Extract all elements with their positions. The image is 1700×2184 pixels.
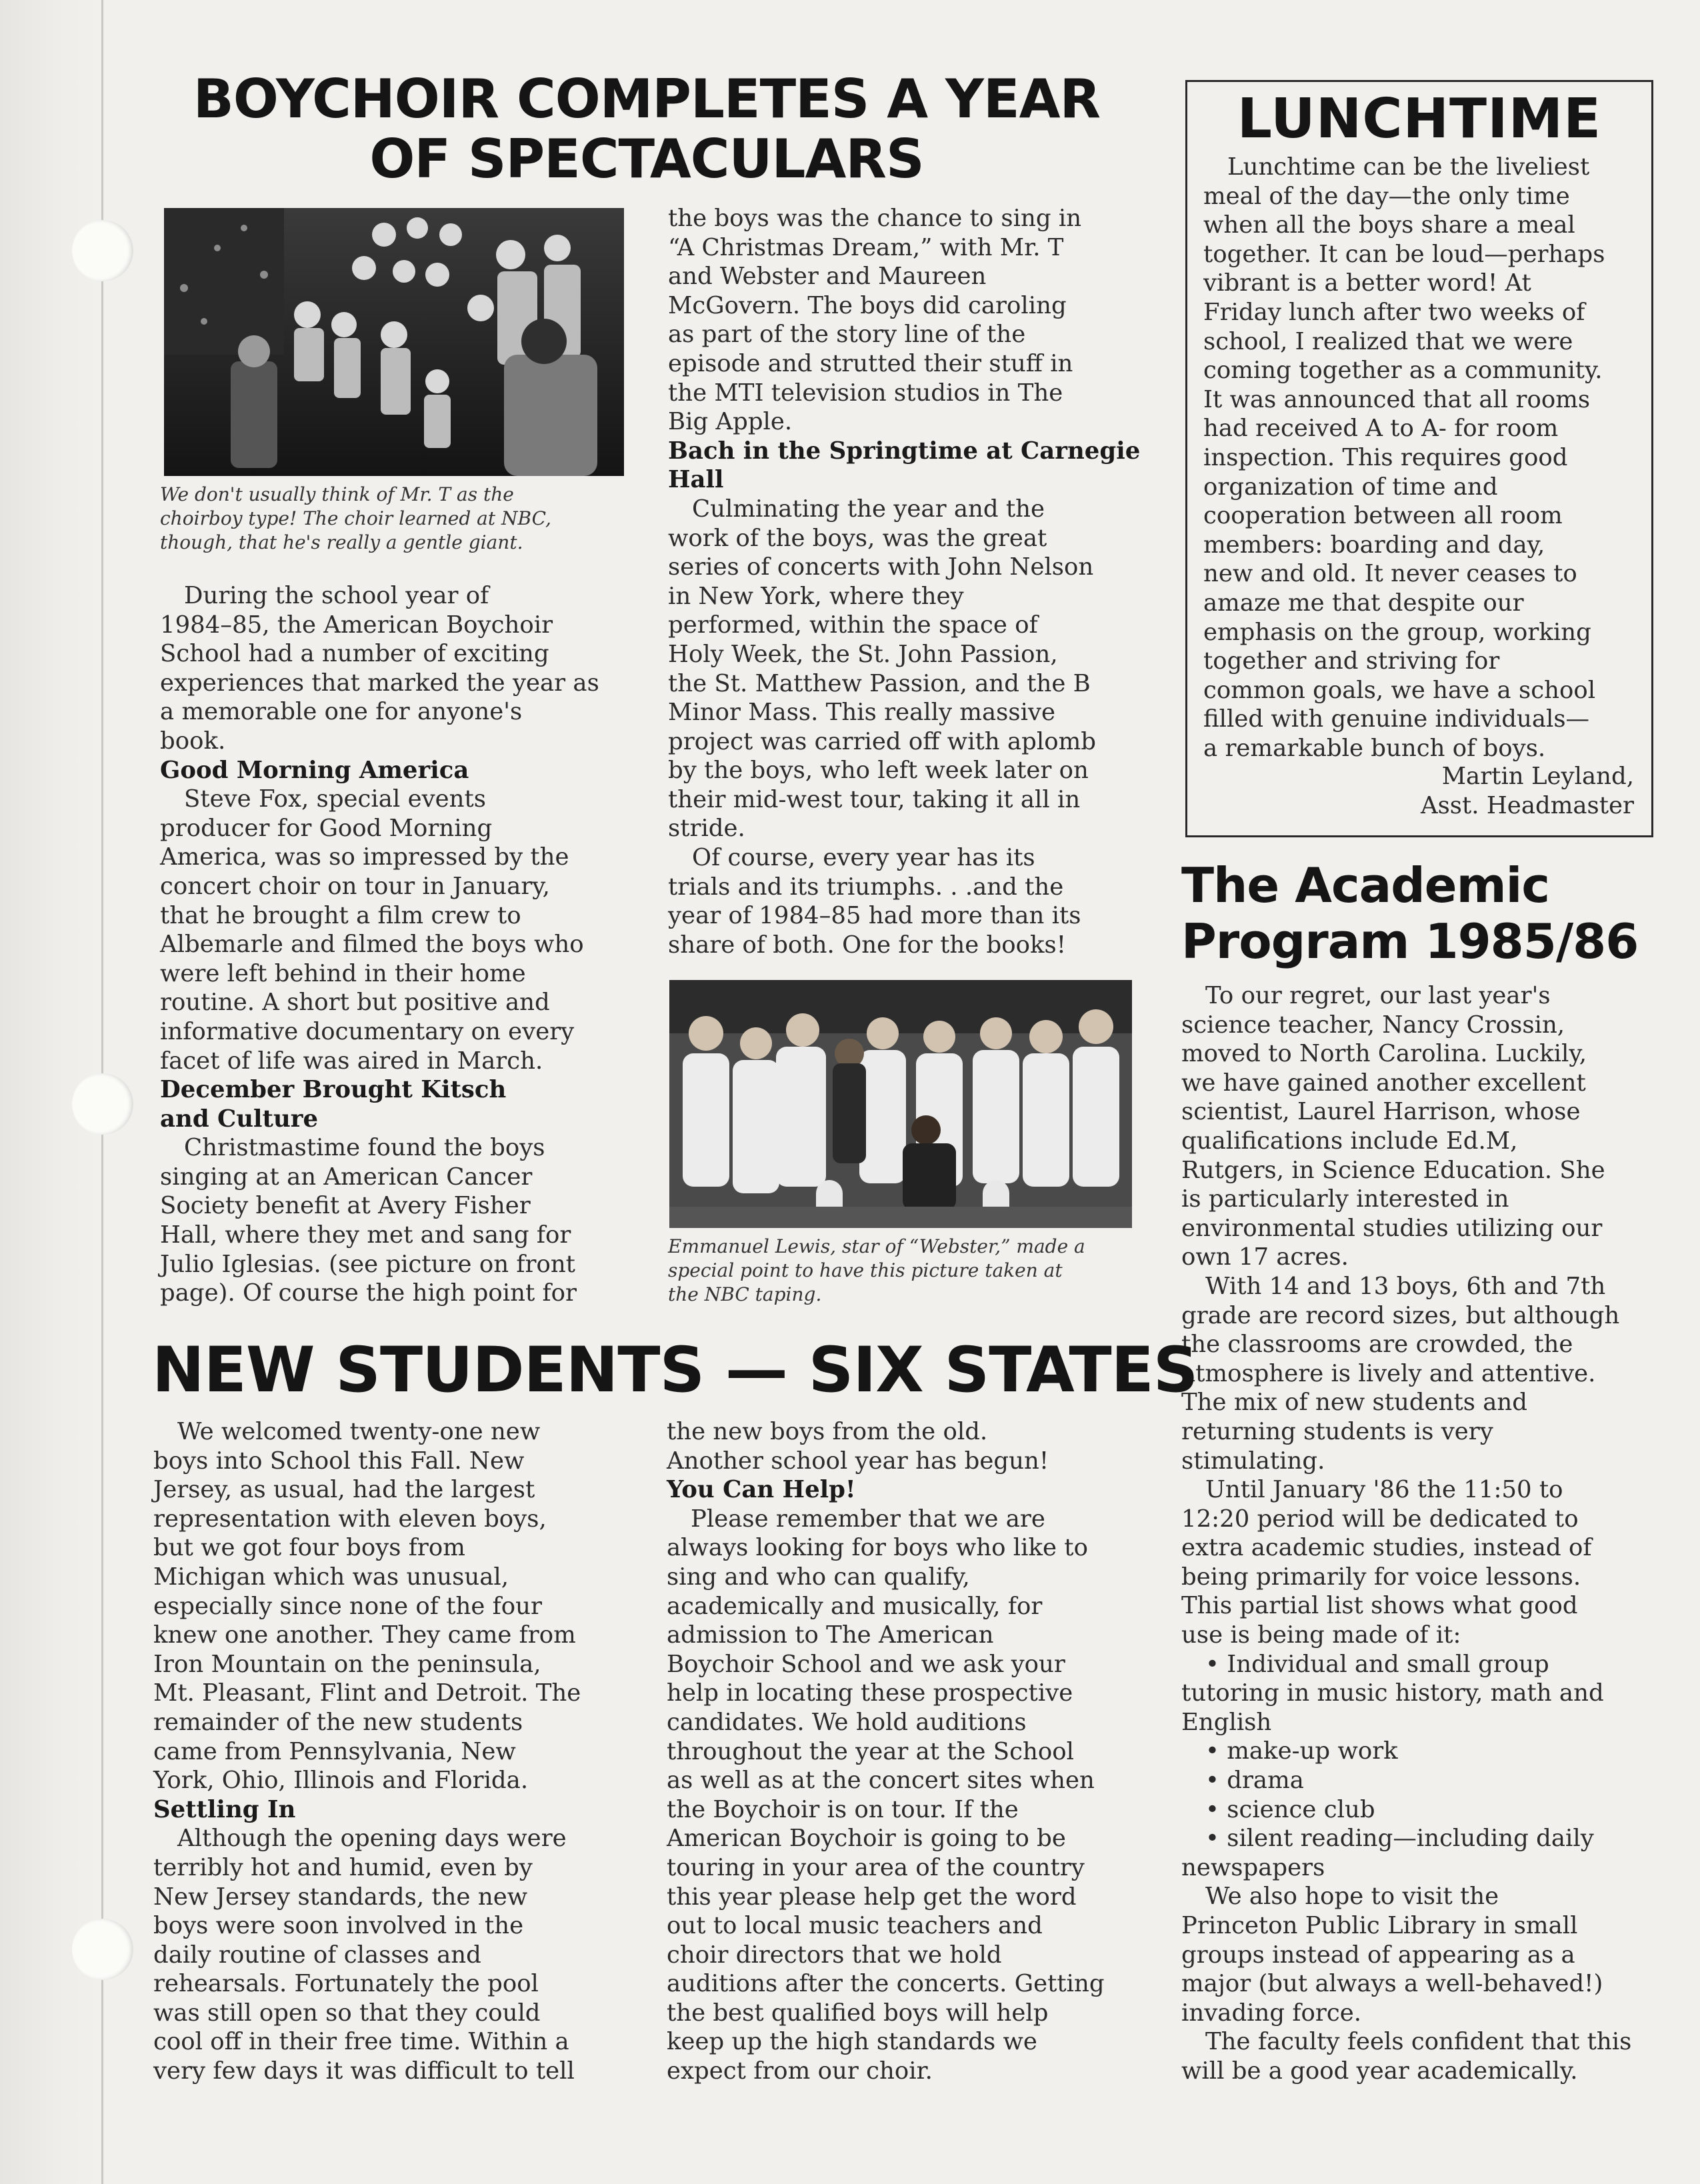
text-line: admission to The American <box>667 1621 994 1649</box>
text-line: the classrooms are crowded, the <box>1181 1331 1573 1359</box>
article-headline-line2: OF SPECTACULARS <box>369 128 924 190</box>
text-line: The faculty feels confident that this <box>1205 2028 1632 2056</box>
text-line: episode and strutted their stuff in <box>668 349 1073 377</box>
text-line: their mid-west tour, taking it all in <box>668 785 1081 813</box>
text-line: York, Ohio, Illinois and Florida. <box>153 1767 529 1795</box>
text-line: It was announced that all rooms <box>1203 385 1591 413</box>
subheading-line: Bach in the Springtime at Carnegie <box>668 437 1141 465</box>
caption-line: choirboy type! The choir learned at NBC, <box>160 507 551 529</box>
text-line: organization of time and <box>1203 473 1498 501</box>
text-line: Jersey, as usual, had the largest <box>153 1476 535 1504</box>
lunchtime-body <box>1203 153 1605 763</box>
text-line: • silent reading—including daily <box>1205 1825 1594 1853</box>
text-line: Holy Week, the St. John Passion, <box>668 640 1058 668</box>
text-line: Albemarle and filmed the boys who <box>160 931 584 959</box>
text-line: keep up the high standards we <box>667 2028 1037 2056</box>
text-line: experiences that marked the year as <box>160 669 599 697</box>
photo2-caption <box>668 1235 1085 1307</box>
text-line: throughout the year at the School <box>667 1737 1074 1765</box>
text-line: very few days it was difficult to tell <box>153 2057 575 2085</box>
text-line: were left behind in their home <box>160 959 526 987</box>
text-line: routine. A short but positive and <box>160 989 550 1017</box>
text-line: being primarily for voice lessons. <box>1181 1563 1581 1591</box>
text-line: the Boychoir is on tour. If the <box>667 1795 1019 1823</box>
text-line: but we got four boys from <box>153 1534 465 1562</box>
new-students-column-2 <box>667 1417 1105 2086</box>
text-line: as well as at the concert sites when <box>667 1767 1095 1795</box>
text-line: academically and musically, for <box>667 1592 1043 1620</box>
text-line: To our regret, our last year's <box>1205 982 1551 1009</box>
caption-line: special point to have this picture taken at <box>668 1259 1063 1281</box>
text-line: moved to North Carolina. Luckily, <box>1181 1040 1587 1068</box>
text-line: Julio Iglesias. (see picture on front <box>160 1250 575 1278</box>
text-line: groups instead of appearing as a <box>1181 1941 1575 1969</box>
text-line: boys into School this Fall. New <box>153 1447 525 1475</box>
text-line: emphasis on the group, working <box>1203 618 1591 646</box>
text-line: Mt. Pleasant, Flint and Detroit. The <box>153 1679 581 1707</box>
text-line: cool off in their free time. Within a <box>153 2028 569 2056</box>
text-line: this year please help get the word <box>667 1883 1077 1911</box>
text-line: major (but always a well-behaved!) <box>1181 1970 1603 1998</box>
photo-webster-choir <box>669 980 1132 1228</box>
text-line: when all the boys share a meal <box>1203 211 1575 239</box>
lunchtime-sidebar-box <box>1185 80 1653 837</box>
text-line: stimulating. <box>1181 1447 1325 1475</box>
caption-line: We don't usually think of Mr. T as the <box>160 483 514 505</box>
text-line: We welcomed twenty-one new <box>177 1418 541 1445</box>
text-line: series of concerts with John Nelson <box>668 553 1094 581</box>
article-headline-line1: BOYCHOIR COMPLETES A YEAR <box>193 68 1101 130</box>
text-line: remainder of the new students <box>153 1708 523 1736</box>
text-line: stride. <box>668 815 745 843</box>
punch-hole-top <box>72 220 133 281</box>
text-line: by the boys, who left week later on <box>668 757 1089 785</box>
text-line: members: boarding and day, <box>1203 531 1545 559</box>
text-line: sing and who can qualify, <box>667 1563 970 1591</box>
text-line: the MTI television studios in The <box>668 379 1063 407</box>
text-line: concert choir on tour in January, <box>160 872 550 900</box>
text-line: as part of the story line of the <box>668 321 1026 349</box>
text-line: newspapers <box>1181 1853 1325 1881</box>
lunchtime-title: LUNCHTIME <box>1237 87 1602 151</box>
text-line: producer for Good Morning <box>160 814 493 842</box>
text-line: help in locating these prospective <box>667 1679 1073 1707</box>
text-line: informative documentary on every <box>160 1017 575 1045</box>
subheading-line: December Brought Kitsch <box>160 1076 507 1104</box>
text-line: touring in your area of the country <box>667 1853 1085 1881</box>
subheading-line: You Can Help! <box>667 1476 856 1504</box>
text-line: filled with genuine individuals— <box>1203 705 1590 733</box>
photo1-caption <box>160 483 551 555</box>
text-line: always looking for boys who like to <box>667 1534 1088 1562</box>
text-line: the best qualified boys will help <box>667 1999 1049 2027</box>
text-line: we have gained another excellent <box>1181 1069 1586 1097</box>
text-line: New Jersey standards, the new <box>153 1883 528 1911</box>
text-line: especially since none of the four <box>153 1592 542 1620</box>
text-line: inspection. This requires good <box>1203 443 1568 471</box>
text-line: Michigan which was unusual, <box>153 1563 509 1591</box>
text-line: boys were soon involved in the <box>153 1912 524 1940</box>
text-line: project was carried off with aplomb <box>668 727 1096 755</box>
text-line: American Boychoir is going to be <box>667 1825 1066 1853</box>
text-line: Hall, where they met and sang for <box>160 1221 571 1249</box>
text-line: work of the boys, was the great <box>668 524 1047 552</box>
text-line: Of course, every year has its <box>692 844 1035 872</box>
text-line: Until January '86 the 11:50 to <box>1205 1476 1563 1504</box>
text-line: together. It can be loud—perhaps <box>1203 240 1605 268</box>
text-line: together and striving for <box>1203 647 1500 675</box>
text-line: Iron Mountain on the peninsula, <box>153 1650 541 1678</box>
text-line: “A Christmas Dream,” with Mr. T <box>668 233 1064 261</box>
text-line: Steve Fox, special events <box>184 785 487 813</box>
text-line: Rutgers, in Science Education. She <box>1181 1156 1605 1184</box>
new-students-column-1 <box>153 1417 581 2086</box>
text-line: Lunchtime can be the liveliest <box>1227 153 1590 181</box>
text-line: Minor Mass. This really massive <box>668 699 1055 727</box>
text-line: • science club <box>1205 1795 1375 1823</box>
text-line: This partial list shows what good <box>1181 1592 1578 1620</box>
text-line: environmental studies utilizing our <box>1181 1214 1603 1242</box>
signature-name: Martin Leyland, <box>1441 763 1634 790</box>
article-column-1 <box>160 581 599 1308</box>
subheading-line: Hall <box>668 466 724 494</box>
text-line: that he brought a film crew to <box>160 901 521 929</box>
text-line: Friday lunch after two weeks of <box>1203 298 1585 326</box>
text-line: a remarkable bunch of boys. <box>1203 734 1546 762</box>
text-line: English <box>1181 1708 1272 1736</box>
text-line: atmosphere is lively and attentive. <box>1181 1359 1596 1387</box>
text-line: candidates. We hold auditions <box>667 1708 1027 1736</box>
text-line: is particularly interested in <box>1181 1185 1509 1213</box>
text-line: book. <box>160 727 226 755</box>
text-line: out to local music teachers and <box>667 1912 1043 1940</box>
subheading-line: Settling In <box>153 1795 296 1823</box>
signature-title: Asst. Headmaster <box>1420 791 1634 819</box>
text-line: America, was so impressed by the <box>160 843 569 871</box>
text-line: Society benefit at Avery Fisher <box>160 1192 531 1220</box>
text-line: invading force. <box>1181 1999 1362 2027</box>
text-line: performed, within the space of <box>668 611 1038 639</box>
text-line: Big Apple. <box>668 408 793 436</box>
academic-body <box>1181 981 1631 2086</box>
text-line: science teacher, Nancy Crossin, <box>1181 1011 1565 1039</box>
text-line: rehearsals. Fortunately the pool <box>153 1970 539 1998</box>
text-line: Christmastime found the boys <box>184 1134 545 1162</box>
text-line: trials and its triumphs. . .and the <box>668 873 1064 901</box>
text-line: a memorable one for anyone's <box>160 698 523 726</box>
punch-hole-middle <box>72 1073 133 1135</box>
text-line: extra academic studies, instead of <box>1181 1534 1592 1562</box>
text-line: terribly hot and humid, even by <box>153 1853 533 1881</box>
text-line: • make-up work <box>1205 1737 1398 1765</box>
text-line: Please remember that we are <box>691 1505 1045 1533</box>
caption-line: though, that he's really a gentle giant. <box>160 531 523 553</box>
lunchtime-signature <box>1421 762 1651 820</box>
text-line: representation with eleven boys, <box>153 1505 547 1533</box>
text-line: vibrant is a better word! At <box>1203 269 1531 297</box>
academic-headline-line2: Program 1985/86 <box>1181 913 1639 969</box>
text-line: coming together as a community. <box>1203 357 1603 385</box>
text-line: the new boys from the old. <box>667 1418 988 1445</box>
text-line: common goals, we have a school <box>1203 676 1596 704</box>
text-line: had received A to A- for room <box>1203 415 1559 443</box>
punch-hole-bottom <box>72 1919 133 1980</box>
text-line: Another school year has begun! <box>667 1447 1049 1475</box>
text-line: School had a number of exciting <box>160 640 549 668</box>
text-line: McGovern. The boys did caroling <box>668 291 1067 319</box>
text-line: the St. Matthew Passion, and the B <box>668 669 1091 697</box>
text-line: choir directors that we hold <box>667 1941 1002 1969</box>
text-line: Boychoir School and we ask your <box>667 1650 1065 1678</box>
text-line: singing at an American Cancer <box>160 1163 533 1191</box>
text-line: will be a good year academically. <box>1181 2057 1578 2085</box>
text-line: page). Of course the high point for <box>160 1279 577 1307</box>
text-line: daily routine of classes and <box>153 1941 481 1969</box>
subheading-line: Good Morning America <box>160 756 469 784</box>
subheading-line: and Culture <box>160 1105 319 1133</box>
text-line: own 17 acres. <box>1181 1243 1349 1271</box>
text-line: came from Pennsylvania, New <box>153 1737 516 1765</box>
text-line: the boys was the chance to sing in <box>668 205 1082 232</box>
article-column-2 <box>668 204 1140 959</box>
caption-line: the NBC taping. <box>668 1283 822 1305</box>
text-line: returning students is very <box>1181 1417 1493 1445</box>
text-line: Although the opening days were <box>177 1825 567 1853</box>
text-line: With 14 and 13 boys, 6th and 7th <box>1205 1272 1606 1300</box>
text-line: During the school year of <box>184 582 489 609</box>
text-line: amaze me that despite our <box>1203 589 1524 617</box>
caption-line: Emmanuel Lewis, star of “Webster,” made a <box>668 1235 1085 1257</box>
text-line: share of both. One for the books! <box>668 931 1067 959</box>
photo-mr-t-choir <box>164 208 624 476</box>
text-line: grade are record sizes, but although <box>1181 1301 1620 1329</box>
text-line: Princeton Public Library in small <box>1181 1912 1578 1939</box>
text-line: Culminating the year and the <box>692 495 1045 523</box>
text-line: year of 1984–85 had more than its <box>668 902 1081 930</box>
text-line: scientist, Laurel Harrison, whose <box>1181 1098 1581 1126</box>
text-line: We also hope to visit the <box>1205 1883 1499 1911</box>
text-line: tutoring in music history, math and <box>1181 1679 1604 1707</box>
text-line: facet of life was aired in March. <box>160 1047 543 1075</box>
new-students-headline: NEW STUDENTS — SIX STATES <box>152 1334 1198 1407</box>
text-line: cooperation between all room <box>1203 502 1563 530</box>
text-line: The mix of new students and <box>1181 1389 1527 1417</box>
text-line: meal of the day—the only time <box>1203 182 1570 210</box>
academic-headline-line1: The Academic <box>1181 857 1550 913</box>
text-line: new and old. It never ceases to <box>1203 560 1577 588</box>
text-line: • drama <box>1205 1767 1304 1795</box>
text-line: use is being made of it: <box>1181 1621 1461 1649</box>
text-line: school, I realized that we were <box>1203 327 1573 355</box>
text-line: was still open so that they could <box>153 1999 541 2027</box>
text-line: qualifications include Ed.M, <box>1181 1127 1518 1155</box>
text-line: 1984–85, the American Boychoir <box>160 611 553 639</box>
text-line: knew one another. They came from <box>153 1621 576 1649</box>
text-line: expect from our choir. <box>667 2057 933 2085</box>
text-line: in New York, where they <box>668 582 964 610</box>
text-line: auditions after the concerts. Getting <box>667 1970 1105 1998</box>
text-line: • Individual and small group <box>1205 1650 1549 1678</box>
text-line: 12:20 period will be dedicated to <box>1181 1505 1579 1533</box>
text-line: and Webster and Maureen <box>668 263 987 291</box>
